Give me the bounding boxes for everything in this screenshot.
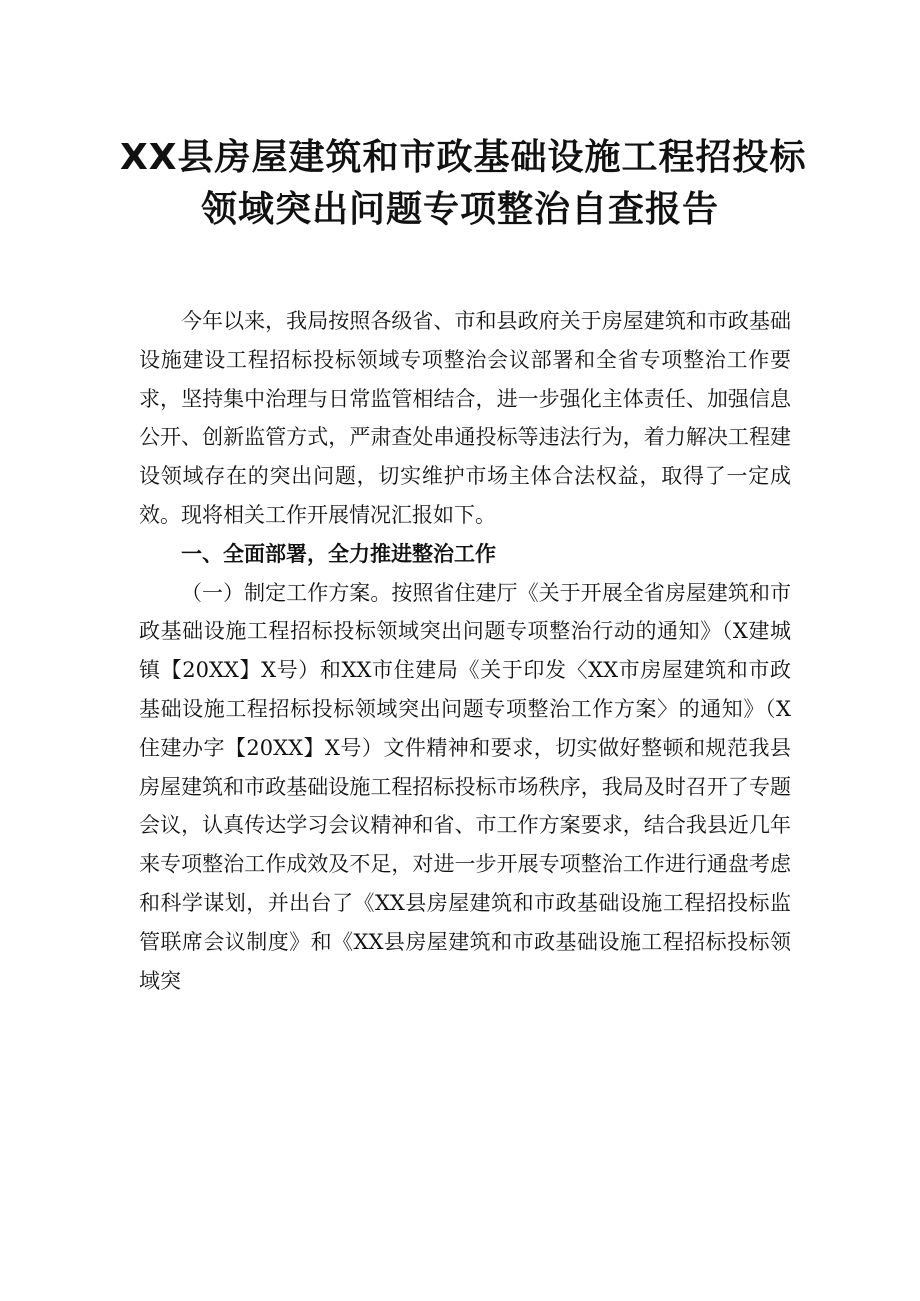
- intro-paragraph: 今年以来，我局按照各级省、市和县政府关于房屋建筑和市政基础设施建设工程招标投标领域专项整治会议部署和全省专项整治工作要求，坚持集中治理与日常监管相结合，进一步强化主体责任、加强信息公开、创新监管方式，严肃查处串通投标等违法行为，着力解决工程建设领域存在的突出问题，切实维护市场主体合法权益，取得了一定成效。现将相关工作开展情况汇报如下。: [139, 309, 791, 527]
- report-body: [139, 302, 791, 1000]
- report-title-line-1: XX县房屋建筑和市政基础设施工程招投标: [120, 137, 807, 178]
- report-title-line-2: 领域突出问题专项整治自查报告: [200, 189, 719, 230]
- section-1-heading: 一、全面部署，全力推进整治工作: [181, 541, 496, 566]
- section-1-paragraph-1: （一）制定工作方案。按照省住建厅《关于开展全省房屋建筑和市政基础设施工程招标投标领域突出问题专项整治行动的通知》（X建城镇【20XX】X号）和XX市住建局《关于印发〈XX市房屋建筑和市政基础设施工程招标投标领域突出问题专项整治工作方案〉的通知》（X住建办字【20XX】X号）文件精神和要求，切实做好整顿和规范我县房屋建筑和市政基础设施工程招标投标市场秩序，我局及时召开了专题会议，认真传达学习会议精神和省、市工作方案要求，结合我县近几年来专项整治工作成效及不足，对进一步开展专项整治工作进行通盘考虑和科学谋划，并出台了《XX县房屋建筑和市政基础设施工程招投标监管联席会议制度》和《XX县房屋建筑和市政基础设施工程招标投标领域突: [139, 580, 791, 993]
